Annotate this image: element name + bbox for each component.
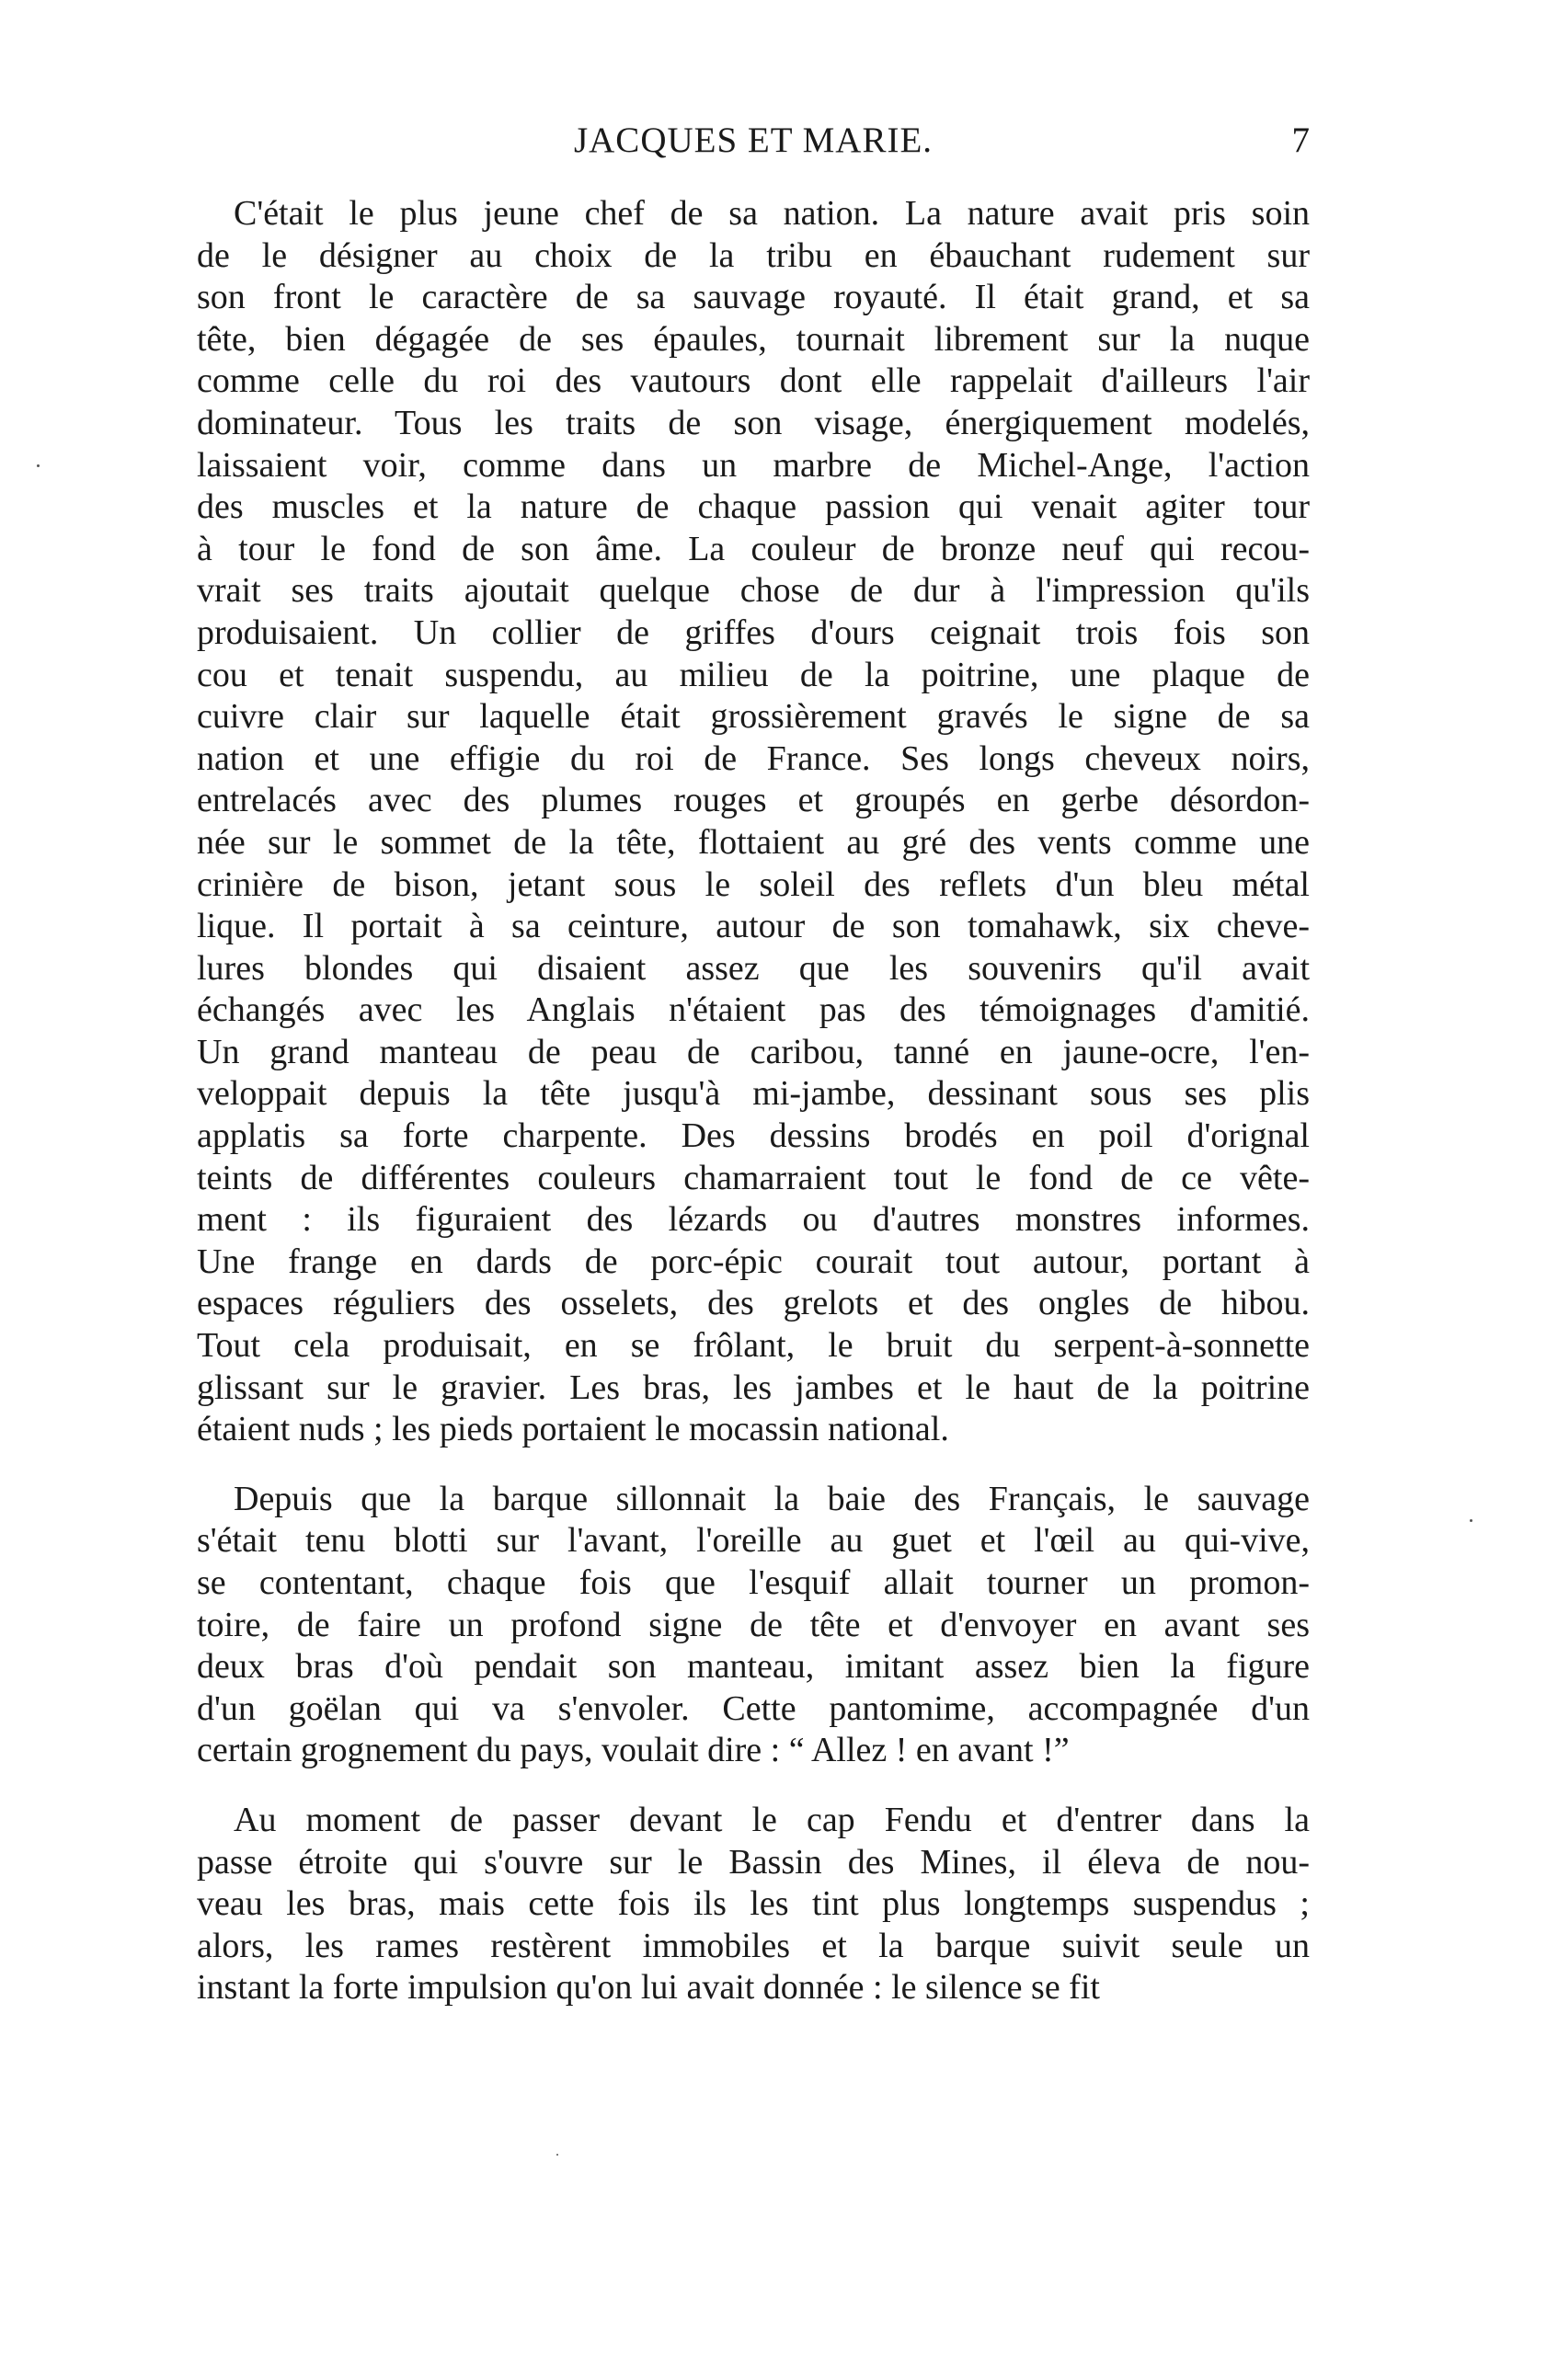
text-line: cuivre clair sur laquelle était grossièrement gravés le signe de sa — [197, 697, 1310, 737]
text-line: crinière de bison, jetant sous le soleil des reflets d'un bleu métal — [197, 864, 1310, 904]
text-line: espaces réguliers des osselets, des grelots et des ongles de hibou. — [197, 1284, 1310, 1323]
scan-speck — [37, 464, 40, 467]
text-line: dominateur. Tous les traits de son visage, énergiquement modelés, — [197, 403, 1310, 442]
text-line: Depuis que la barque sillonnait la baie des Français, le sauvage — [234, 1479, 1310, 1518]
page-header — [197, 120, 1310, 175]
text-line: vrait ses traits ajoutait quelque chose de dur à l'impression qu'ils — [197, 571, 1310, 611]
text-line: Une frange en dards de porc-épic courait tout autour, portant à — [197, 1241, 1310, 1281]
text-line: teints de différentes couleurs chamarraient tout le fond de ce vête- — [197, 1158, 1310, 1197]
text-line: Tout cela produisait, en se frôlant, le bruit du serpent-à-sonnette — [197, 1326, 1310, 1366]
text-line: C'était le plus jeune chef de sa nation. La nature avait pris soin — [234, 194, 1310, 233]
text-line: laissaient voir, comme dans un marbre de Michel-Ange, l'action — [197, 445, 1310, 485]
text-line: produisaient. Un collier de griffes d'ours ceignait trois fois son — [197, 612, 1310, 652]
text-line: son front le caractère de sa sauvage royauté. Il était grand, et sa — [197, 278, 1310, 317]
text-line: veau les bras, mais cette fois ils les tint plus longtemps suspendus ; — [197, 1884, 1310, 1924]
text-line: étaient nuds ; les pieds portaient le mocassin national. — [197, 1410, 949, 1449]
scan-speck — [1470, 1519, 1472, 1522]
paragraph — [197, 1800, 1310, 2009]
text-line: ment : ils figuraient des lézards ou d'autres monstres informes. — [197, 1200, 1310, 1240]
text-line: Au moment de passer devant le cap Fendu et d'entrer dans la — [234, 1800, 1310, 1839]
text-line: veloppait depuis la tête jusqu'à mi-jambe, dessinant sous ses plis — [197, 1074, 1310, 1114]
text-line: applatis sa forte charpente. Des dessins brodés en poil d'orignal — [197, 1116, 1310, 1156]
text-line: glissant sur le gravier. Les bras, les jambes et le haut de la poitrine — [197, 1367, 1310, 1407]
scan-speck — [556, 2154, 558, 2156]
text-line: certain grognement du pays, voulait dire : “ Allez ! en avant !” — [197, 1731, 1070, 1770]
text-line: instant la forte impulsion qu'on lui avait donnée : le silence se fit — [197, 1968, 1100, 2008]
text-line: nation et une effigie du roi de France. Ses longs cheveux noirs, — [197, 738, 1310, 778]
text-line: d'un goëlan qui va s'envoler. Cette pantomime, accompagnée d'un — [197, 1688, 1310, 1728]
text-line: tête, bien dégagée de ses épaules, tournait librement sur la nuque — [197, 319, 1310, 359]
text-line: lique. Il portait à sa ceinture, autour de son tomahawk, six cheve- — [197, 907, 1310, 946]
paragraph — [197, 1479, 1310, 1772]
text-line: des muscles et la nature de chaque passion qui venait agiter tour — [197, 487, 1310, 527]
text-line: à tour le fond de son âme. La couleur de bronze neuf qui recou- — [197, 529, 1310, 568]
text-line: lures blondes qui disaient assez que les souvenirs qu'il avait — [197, 948, 1310, 988]
text-line: toire, de faire un profond signe de tête et d'envoyer en avant ses — [197, 1605, 1310, 1644]
page-number: 7 — [1291, 120, 1310, 160]
text-line: née sur le sommet de la tête, flottaient au gré des vents comme une — [197, 822, 1310, 862]
text-line: alors, les rames restèrent immobiles et la barque suivit seule un — [197, 1926, 1310, 1965]
text-line: comme celle du roi des vautours dont elle rappelait d'ailleurs l'air — [197, 361, 1310, 401]
text-line: de le désigner au choix de la tribu en ébauchant rudement sur — [197, 235, 1310, 275]
text-line: passe étroite qui s'ouvre sur le Bassin des Mines, il éleva de nou- — [197, 1842, 1310, 1882]
running-title: JACQUES ET MARIE. — [573, 120, 934, 160]
text-line: s'était tenu blotti sur l'avant, l'oreille au guet et l'œil au qui-vive, — [197, 1521, 1310, 1561]
text-line: entrelacés avec des plumes rouges et groupés en gerbe désordon- — [197, 781, 1310, 820]
text-line: échangés avec les Anglais n'étaient pas des témoignages d'amitié. — [197, 990, 1310, 1030]
text-line: cou et tenait suspendu, au milieu de la poitrine, une plaque de — [197, 655, 1310, 694]
paragraph — [197, 193, 1310, 1451]
text-line: Un grand manteau de peau de caribou, tanné en jaune-ocre, l'en- — [197, 1032, 1310, 1071]
text-line: se contentant, chaque fois que l'esquif allait tourner un promon- — [197, 1563, 1310, 1602]
text-line: deux bras d'où pendait son manteau, imitant assez bien la figure — [197, 1647, 1310, 1687]
body-text — [197, 193, 1310, 2037]
